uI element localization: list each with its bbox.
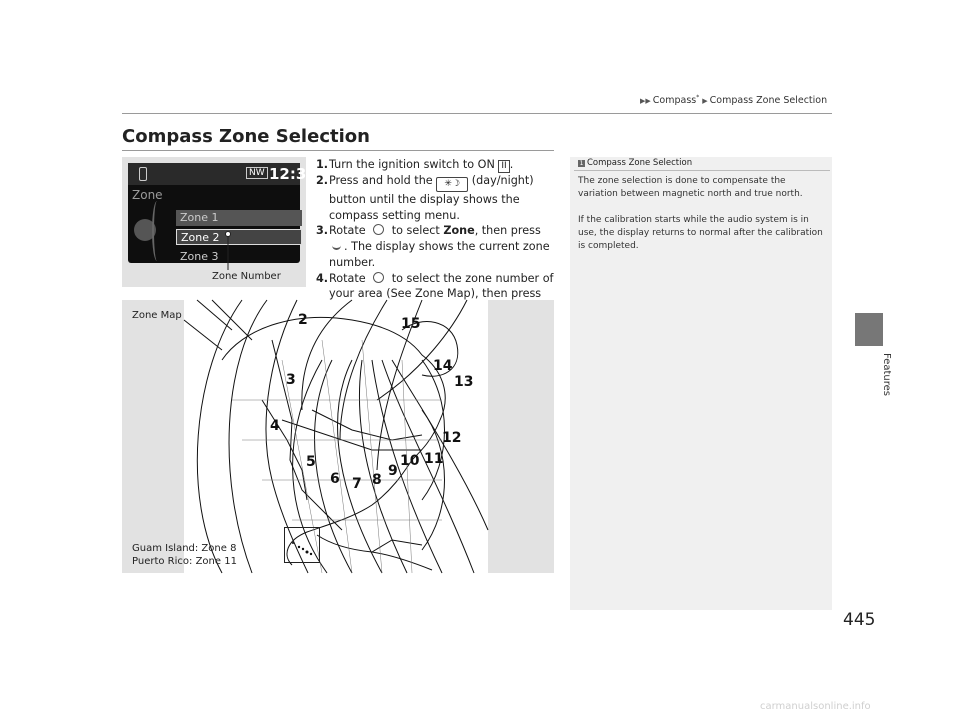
- zone-label: 12: [442, 430, 462, 446]
- zone-label: 3: [286, 372, 296, 388]
- zone-map-title: Zone Map: [132, 310, 182, 321]
- notes-heading: 1 Compass Zone Selection: [579, 158, 693, 168]
- selector-knob-icon: [373, 272, 384, 283]
- note-ref-icon: 1: [579, 160, 584, 167]
- ignition-key-icon: II: [498, 160, 509, 173]
- zone-label: 10: [400, 453, 420, 469]
- breadcrumb-arrow-icon: ▶▶: [640, 97, 651, 106]
- watermark: carmanualsonline.info: [760, 701, 871, 712]
- header-rule: [122, 113, 832, 114]
- display-zone-row: Zone 1: [176, 210, 302, 226]
- notes-paragraph: If the calibration starts while the audio system is in use, the display returns to normal after the calibration is completed.: [578, 215, 823, 251]
- hawaii-inset: [284, 527, 320, 563]
- push-knob-icon: [332, 239, 341, 250]
- zone-label: 6: [330, 471, 340, 487]
- zone-label: 2: [298, 312, 308, 328]
- zone-label: 4: [270, 418, 280, 434]
- notes-paragraph: The zone selection is done to compensate the variation between magnetic north and true north.: [578, 176, 803, 199]
- display-figure: [122, 157, 317, 287]
- display-zone-row-selected: Zone 2: [176, 229, 302, 245]
- breadcrumb: [640, 94, 827, 106]
- side-label: Features: [881, 353, 892, 396]
- zone-map: [122, 300, 554, 573]
- display-zone-row: Zone 3: [180, 250, 219, 263]
- callout-line: [122, 157, 306, 287]
- breadcrumb-mark: *: [696, 94, 700, 101]
- step-item: 4. Rotate to select the zone number of your area (See Zone Map), then press: [316, 271, 556, 318]
- title-rule: [122, 150, 554, 151]
- zone-label: 14: [433, 358, 453, 374]
- zone-label: 13: [454, 374, 474, 390]
- section-title: Compass Zone Selection: [122, 126, 370, 147]
- zone-label: 11: [424, 451, 444, 467]
- guam-note: Guam Island: Zone 8: [132, 543, 237, 554]
- breadcrumb-current: Compass Zone Selection: [709, 95, 828, 107]
- notes-panel: [570, 157, 832, 610]
- zone-label: 7: [352, 476, 362, 492]
- breadcrumb-parent[interactable]: Compass: [652, 95, 697, 107]
- zone-number-caption: Zone Number: [212, 271, 281, 282]
- day-night-button-icon: ✳☽: [436, 177, 468, 192]
- display-menu-title: Zone: [132, 188, 163, 202]
- zone-label: 9: [388, 463, 398, 479]
- step-item: 2. Press and hold the ✳☽ (day/night) button until the display shows the compass setting menu.: [316, 174, 534, 222]
- heading-indicator: NW: [246, 167, 268, 179]
- notes-rule: [574, 170, 830, 171]
- zone-label: 15: [401, 316, 421, 332]
- zone-label: 8: [372, 472, 382, 488]
- step-item: 3. Rotate to select Zone, then press . The display shows the current zone number.: [316, 224, 550, 269]
- display-clock: 12:34: [269, 165, 317, 183]
- step-item: 1. Turn the ignition switch to ON II .: [316, 158, 514, 171]
- zone-map-drawing: [122, 300, 554, 573]
- zone-label: 5: [306, 454, 316, 470]
- side-tab: [855, 313, 883, 346]
- page-number: 445: [843, 610, 876, 630]
- breadcrumb-arrow-icon: ▶: [702, 97, 708, 106]
- selector-knob-icon: [373, 224, 384, 235]
- steps-list: [316, 157, 556, 318]
- puerto-rico-note: Puerto Rico: Zone 11: [132, 556, 237, 567]
